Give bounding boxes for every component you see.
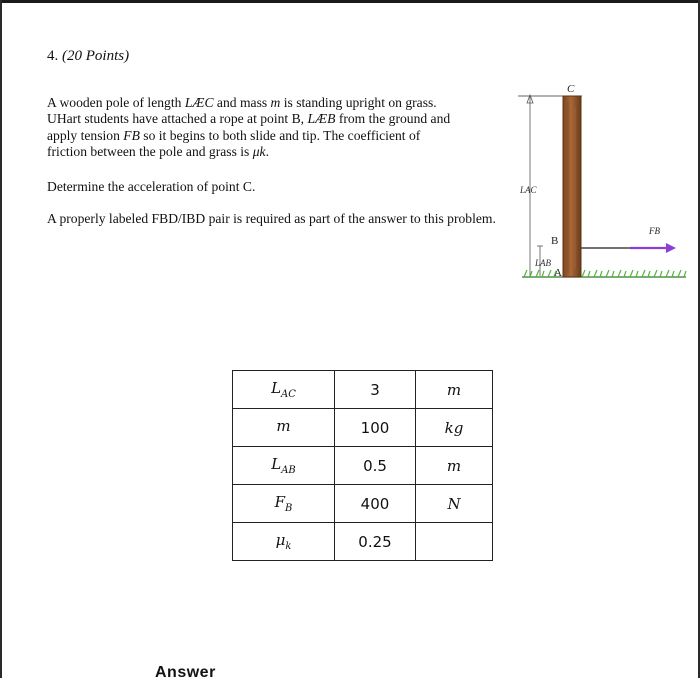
answer-heading: Answer: [155, 664, 216, 681]
problem-line-3: apply tension FB so it begins to both slide and tip. The coefficient of: [47, 127, 421, 143]
unit-cell: kg: [416, 409, 493, 447]
length-ac-symbol: LÆC: [184, 95, 214, 110]
question-number: 4.: [47, 48, 59, 64]
problem-line-2: UHart students have attached a rope at point B, LÆB from the ground and: [47, 111, 451, 127]
grass: [524, 270, 686, 277]
fbd-requirement-note: A properly labeled FBD/IBD pair is required as part of the answer to this problem.: [47, 211, 496, 226]
table-row: [233, 371, 493, 409]
table-row: [233, 485, 493, 523]
question-header: [47, 48, 129, 65]
value-cell: 100: [335, 409, 416, 447]
mu-symbol: μk: [252, 143, 266, 159]
window-top-border: [0, 0, 700, 3]
symbol-cell: $\mu_k$: [233, 523, 335, 561]
table-row: [233, 523, 493, 561]
value-cell: 0.25: [335, 523, 416, 561]
unit-cell: m: [416, 371, 493, 409]
length-ab-symbol: LÆB: [307, 111, 336, 127]
problem-line-4: friction between the pole and grass is μk.: [47, 143, 269, 159]
value-cell: 0.5: [335, 447, 416, 485]
task-statement: Determine the acceleration of point C.: [47, 179, 256, 194]
window-left-border: [0, 0, 2, 678]
mass-symbol: m: [270, 95, 281, 110]
unit-cell: N: [416, 485, 493, 523]
unit-cell: m: [416, 447, 493, 485]
question-points: (20 Points): [62, 48, 130, 64]
symbol-cell: m: [233, 409, 335, 447]
given-values-table: [232, 370, 493, 561]
value-cell: 400: [335, 485, 416, 523]
label-fb: FB: [649, 226, 660, 236]
force-fb-arrow-head: [666, 243, 676, 253]
pole-diagram: [510, 78, 690, 290]
tension-symbol: FB: [123, 127, 140, 143]
label-lab: LAB: [535, 258, 552, 268]
symbol-cell: $L_{AB}$: [233, 447, 335, 485]
label-a: A: [554, 267, 562, 279]
table-row: [233, 447, 493, 485]
symbol-cell: $F_B$: [233, 485, 335, 523]
value-cell: 3: [335, 371, 416, 409]
label-c: C: [567, 83, 575, 95]
wooden-pole: [563, 96, 581, 277]
unit-cell: [416, 523, 493, 561]
problem-line-1: A wooden pole of length LÆC and mass m is standing upright on grass.: [47, 95, 437, 110]
label-lac: LAC: [520, 185, 537, 195]
problem-statement: [47, 95, 479, 160]
symbol-cell: $L_{AC}$: [233, 371, 335, 409]
table-row: [233, 409, 493, 447]
label-b: B: [551, 235, 559, 247]
